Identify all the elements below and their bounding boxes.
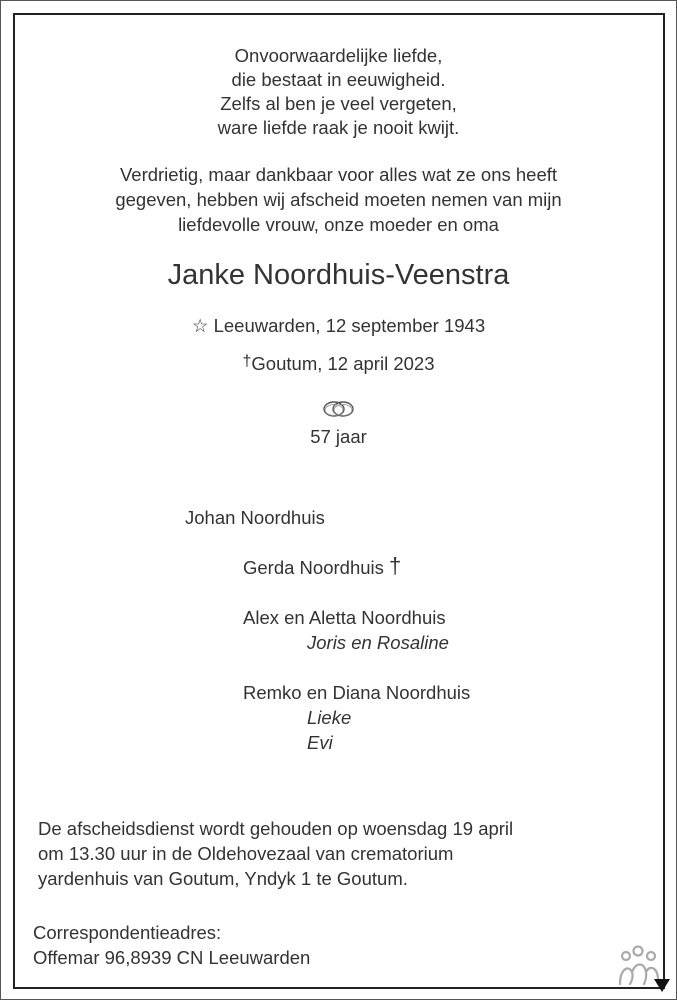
service-info xyxy=(38,816,513,891)
child-name: Alex en Aletta Noordhuis xyxy=(243,607,446,628)
intro-line: gegeven, hebben wij afscheid moeten nemen van mijn xyxy=(115,189,562,210)
star-icon: ☆ xyxy=(191,315,209,336)
child-entry xyxy=(243,555,401,580)
cross-icon: † xyxy=(389,553,402,578)
service-line: om 13.30 uur in de Oldehovezaal van crematorium xyxy=(38,843,454,864)
birth-place-date: Leeuwarden, 12 september 1943 xyxy=(213,315,486,336)
correspondence-label: Correspondentieadres: xyxy=(33,922,222,943)
service-line: De afscheidsdienst wordt gehouden op woensdag 19 april xyxy=(38,818,514,839)
service-line: yardenhuis van Goutum, Yndyk 1 te Goutum. xyxy=(38,868,408,889)
correspondence-value: Offemar 96,8939 CN Leeuwarden xyxy=(33,947,311,968)
birth-line xyxy=(0,314,677,338)
intro-line: liefdevolle vrouw, onze moeder en oma xyxy=(178,214,499,235)
arrow-down-icon[interactable] xyxy=(652,975,672,995)
wedding-rings-icon xyxy=(321,398,357,420)
death-place-date: Goutum, 12 april 2023 xyxy=(251,353,435,374)
poem-line: Zelfs al ben je veel vergeten, xyxy=(220,93,457,114)
poem xyxy=(0,44,677,140)
marriage-years: 57 jaar xyxy=(310,426,367,447)
child-name: Gerda Noordhuis xyxy=(243,557,384,578)
cross-icon: † xyxy=(242,353,252,370)
spouse-name: Johan Noordhuis xyxy=(185,507,325,528)
grandchild-name: Evi xyxy=(307,732,333,753)
poem-line: ware liefde raak je nooit kwijt. xyxy=(217,117,460,138)
deceased-name: Janke Noordhuis-Veenstra xyxy=(167,259,510,291)
death-line xyxy=(0,350,677,376)
poem-line: die bestaat in eeuwigheid. xyxy=(231,69,446,90)
grandchild-name: Joris en Rosaline xyxy=(307,632,449,653)
grandchild-name: Lieke xyxy=(307,707,352,728)
poem-line: Onvoorwaardelijke liefde, xyxy=(234,45,443,66)
intro-text xyxy=(0,162,677,237)
correspondence-address xyxy=(33,920,310,970)
intro-line: Verdrietig, maar dankbaar voor alles wat ze ons heeft xyxy=(119,164,558,185)
child-name: Remko en Diana Noordhuis xyxy=(243,682,471,703)
